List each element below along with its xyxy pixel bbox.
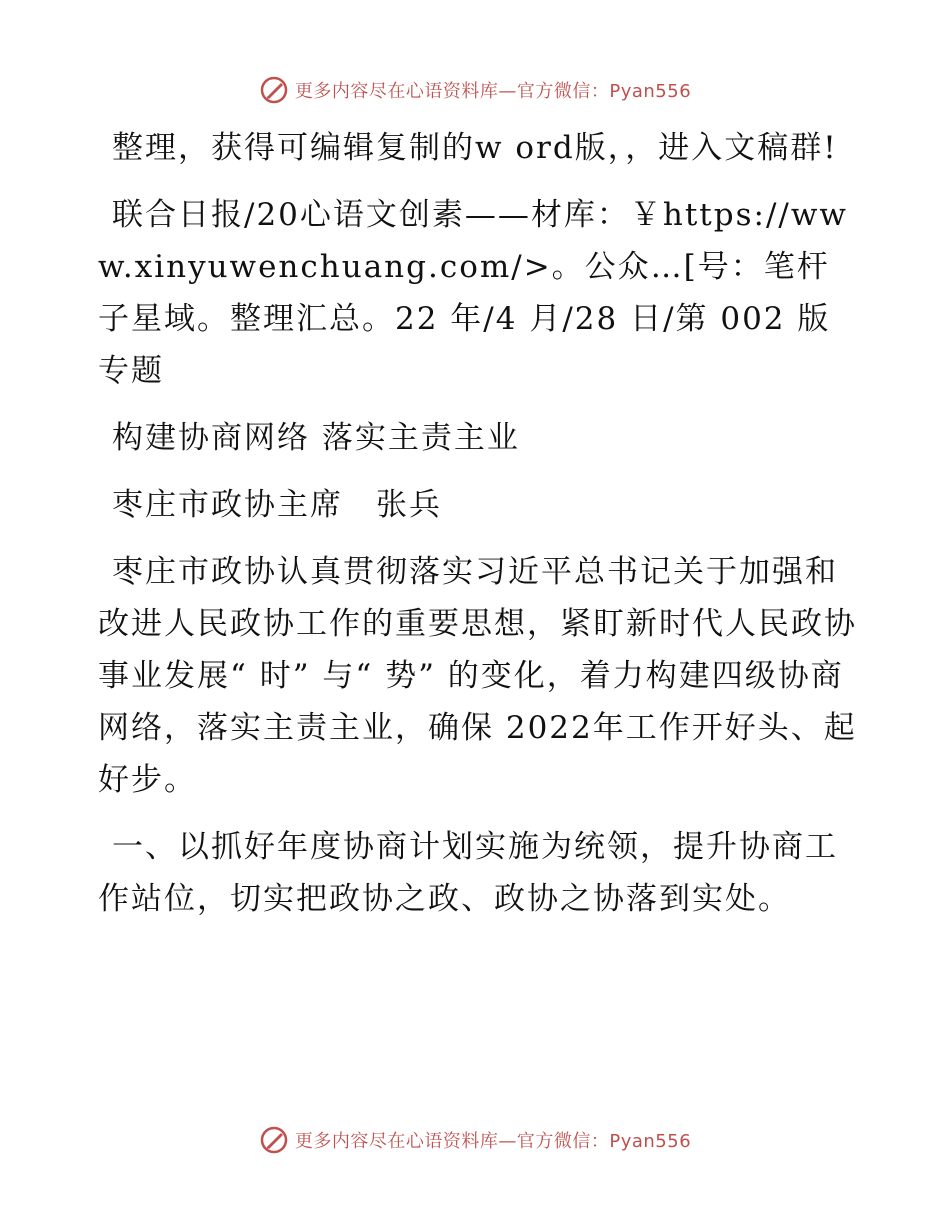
body-paragraph: 枣庄市政协认真贯彻落实习近平总书记关于加强和改进人民政协工作的重要思想，紧盯新时代人民政协事业发展“ 时” 与“ 势” 的变化，着力构建四级协商网络，落实主责主业，确保 2022年工作开好头、起好步。 (98, 554, 857, 798)
article-title: 构建协商网络 落实主责主业 (112, 420, 520, 456)
article-author: 枣庄市政协主席 张兵 (112, 487, 442, 523)
source-paragraph: 联合日报/20心语文创素——材库：￥https://www.xinyuwenchuang.com/>。公众…[号：笔杆子星域。整理汇总。22 年/4 月/28 日/第 002 版专题 (98, 197, 848, 389)
quill-pen-circle-icon (259, 1125, 289, 1155)
footer-banner (0, 1120, 950, 1160)
quill-pen-circle-icon (259, 75, 289, 105)
section-heading-paragraph: 一、以抓好年度协商计划实施为统领，提升协商工作站位，切实把政协之政、政协之协落到实处。 (98, 829, 838, 917)
header-banner (0, 70, 950, 110)
banner-text: 更多内容尽在心语资料库—官方微信：Pyan556 (294, 81, 692, 102)
document-body (98, 122, 858, 925)
intro-paragraph: 整理，获得可编辑复制的w ord版，，进入文稿群! (112, 130, 838, 166)
banner-text: 更多内容尽在心语资料库—官方微信：Pyan556 (294, 1131, 692, 1152)
